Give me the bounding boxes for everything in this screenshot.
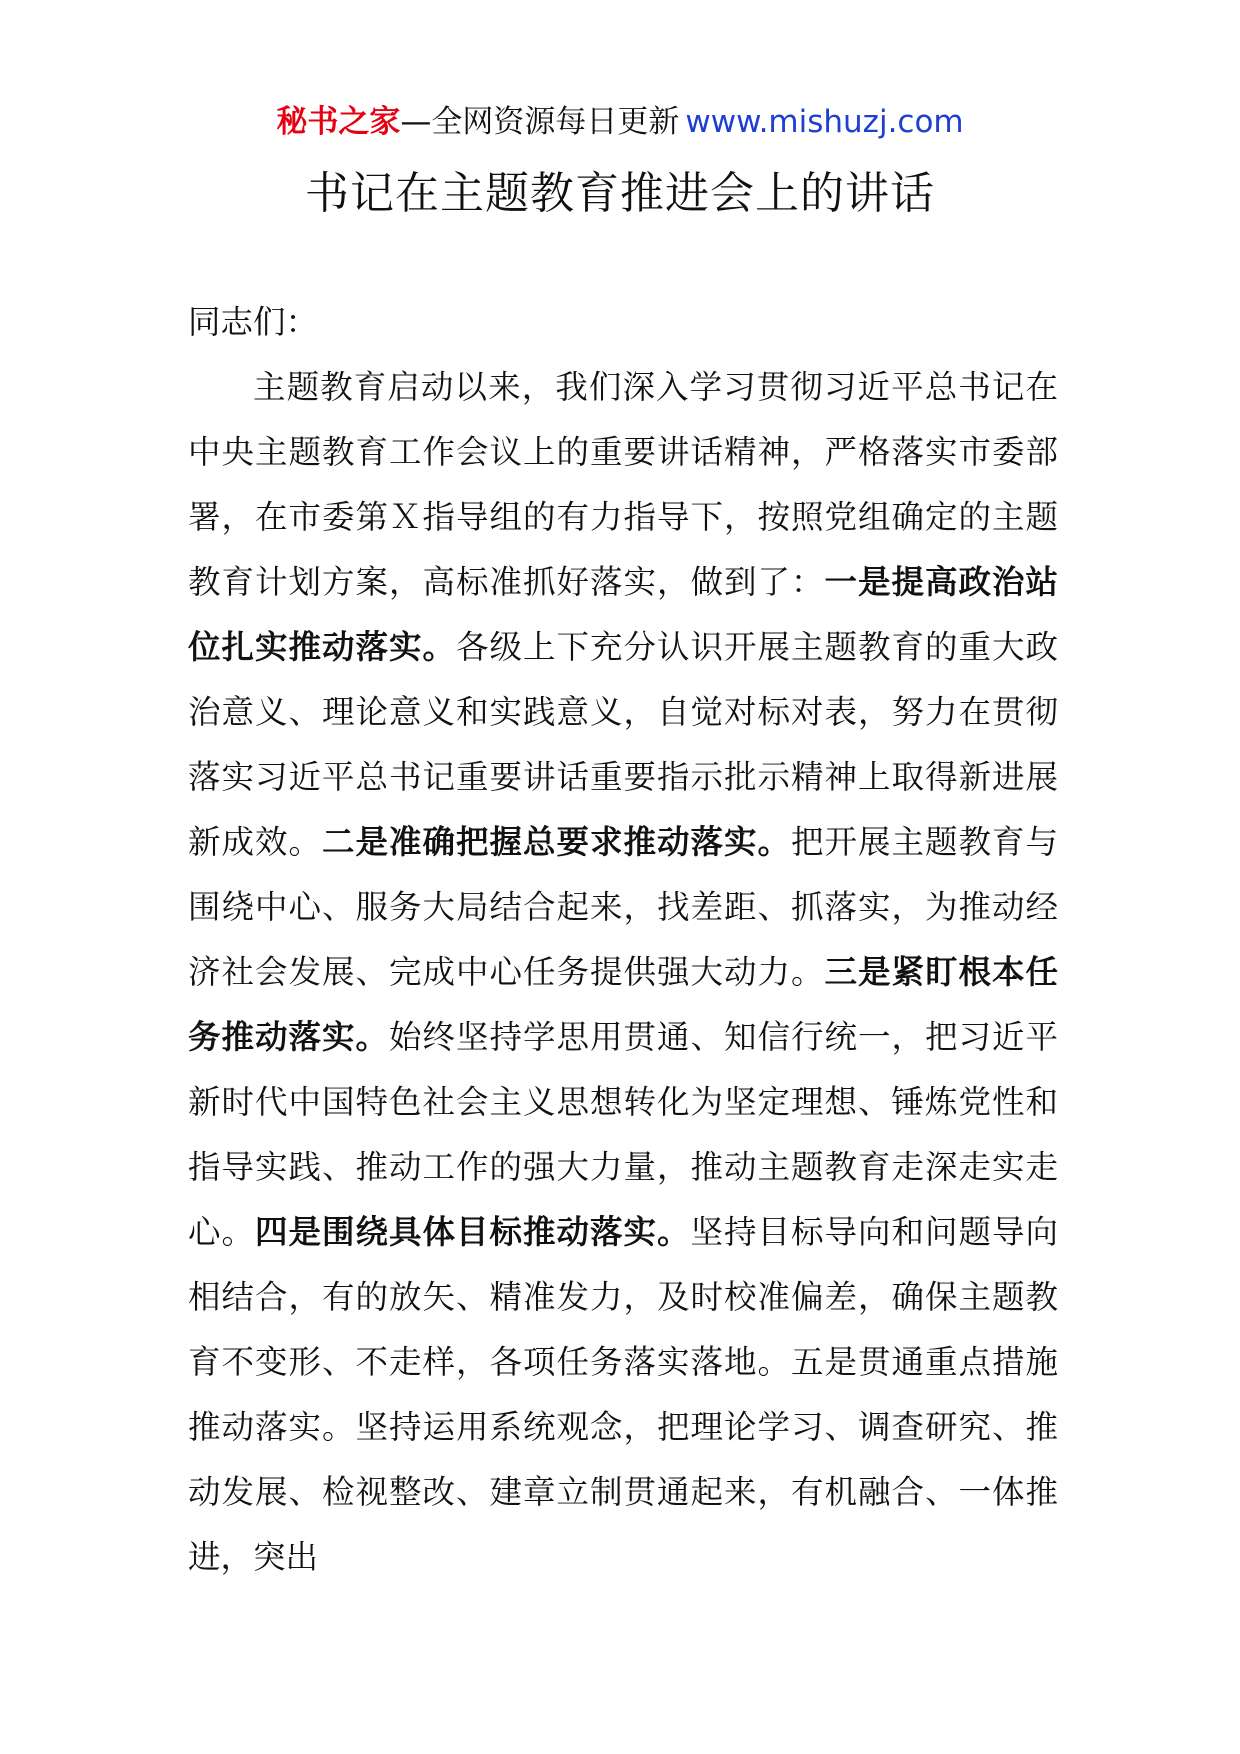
point-2-heading: 二是准确把握总要求推动落实。 <box>322 823 791 861</box>
point-1-heading: 一是提高政治站位扎实推动落实。 <box>188 563 1058 666</box>
site-banner <box>0 100 1240 144</box>
banner-slogan: —全网资源每日更新 <box>400 104 680 140</box>
point-3-heading: 三是紧盯根本任务推动落实。 <box>188 953 1058 1056</box>
point-3-text: 始终坚持学思用贯通、知信行统一，把习近平新时代中国特色社会主义思想转化为坚定理想、锤炼党性和指导实践、推动工作的强大力量，推动主题教育走深走实走心。 <box>188 1018 1058 1251</box>
point-2-text: 把开展主题教育与围绕中心、服务大局结合起来，找差距、抓落实，为推动经济社会发展、完成中心任务提供强大动力。 <box>188 823 1058 991</box>
document-title: 书记在主题教育推进会上的讲话 <box>305 168 935 219</box>
body-paragraph <box>188 355 1058 1590</box>
brand-name: 秘书之家 <box>276 104 401 140</box>
point-4-heading: 四是围绕具体目标推动落实。 <box>255 1213 691 1251</box>
paragraph-intro: 主题教育启动以来，我们深入学习贯彻习近平总书记在中央主题教育工作会议上的重要讲话精神，严格落实市委部署，在市委第Ｘ指导组的有力指导下，按照党组确定的主题教育计划方案，高标准抓好落实，做到了： <box>188 368 1058 601</box>
document-body <box>188 290 1058 1590</box>
point-4-text: 坚持目标导向和问题导向相结合，有的放矢、精准发力，及时校准偏差，确保主题教育不变形、不走样，各项任务落实落地。五是贯通重点措施推动落实。坚持运用系统观念，把理论学习、调查研究、推动发展、检视整改、建章立制贯通起来，有机融合、一体推进，突出 <box>188 1213 1058 1576</box>
point-1-text: 各级上下充分认识开展主题教育的重大政治意义、理论意义和实践意义，自觉对标对表，努力在贯彻落实习近平总书记重要讲话重要指示批示精神上取得新进展新成效。 <box>188 628 1058 861</box>
salutation: 同志们： <box>188 303 319 341</box>
site-url-link[interactable]: www.mishuzj.com <box>685 104 964 140</box>
